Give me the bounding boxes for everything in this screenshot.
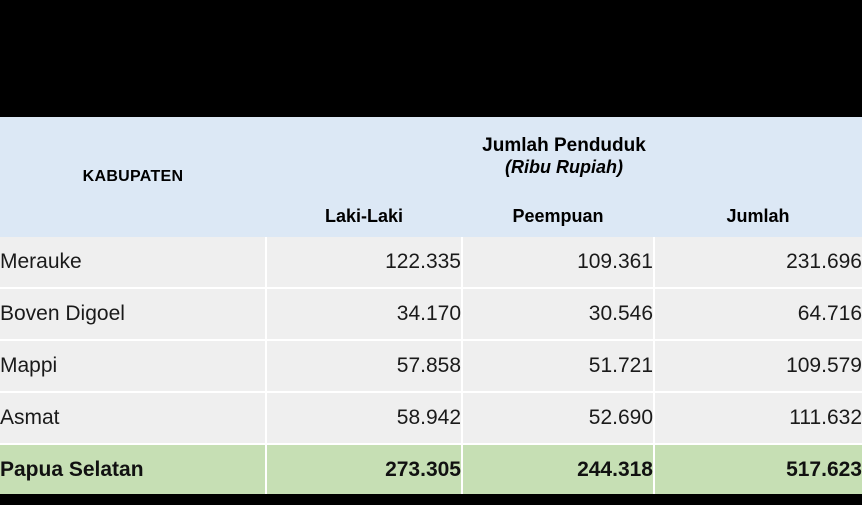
cell-jumlah: 64.716: [654, 288, 862, 340]
cell-jumlah: 111.632: [654, 392, 862, 444]
table-row: [0, 340, 862, 392]
header-group-title: Jumlah Penduduk: [482, 134, 646, 156]
cell-perempuan: 30.546: [462, 288, 654, 340]
cell-laki: 58.942: [266, 392, 462, 444]
bottom-black-band: [0, 494, 862, 505]
header-group-subtitle: (Ribu Rupiah): [505, 156, 623, 177]
top-black-band: [0, 0, 862, 117]
table-total-row: [0, 444, 862, 495]
cell-region: Boven Digoel: [0, 288, 266, 340]
header-jumlah: Jumlah: [654, 195, 862, 237]
cell-region: Asmat: [0, 392, 266, 444]
cell-region: Mappi: [0, 340, 266, 392]
header-group-jumlah-penduduk: [266, 117, 862, 195]
cell-perempuan: 52.690: [462, 392, 654, 444]
header-row-group: [0, 117, 862, 195]
table-row: [0, 288, 862, 340]
cell-perempuan: 51.721: [462, 340, 654, 392]
population-table: [0, 117, 862, 495]
total-laki: 273.305: [266, 444, 462, 495]
cell-laki: 34.170: [266, 288, 462, 340]
cell-jumlah: 231.696: [654, 237, 862, 288]
header-kabupaten: KABUPATEN: [0, 117, 266, 237]
cell-perempuan: 109.361: [462, 237, 654, 288]
table-row: [0, 392, 862, 444]
total-label: Papua Selatan: [0, 444, 266, 495]
header-laki-laki: Laki-Laki: [266, 195, 462, 237]
cell-laki: 122.335: [266, 237, 462, 288]
total-perempuan: 244.318: [462, 444, 654, 495]
cell-jumlah: 109.579: [654, 340, 862, 392]
table-header: [0, 117, 862, 237]
cell-laki: 57.858: [266, 340, 462, 392]
total-jumlah: 517.623: [654, 444, 862, 495]
population-table-container: [0, 117, 862, 495]
cell-region: Merauke: [0, 237, 266, 288]
table-body: [0, 237, 862, 495]
table-row: [0, 237, 862, 288]
header-perempuan: Peempuan: [462, 195, 654, 237]
